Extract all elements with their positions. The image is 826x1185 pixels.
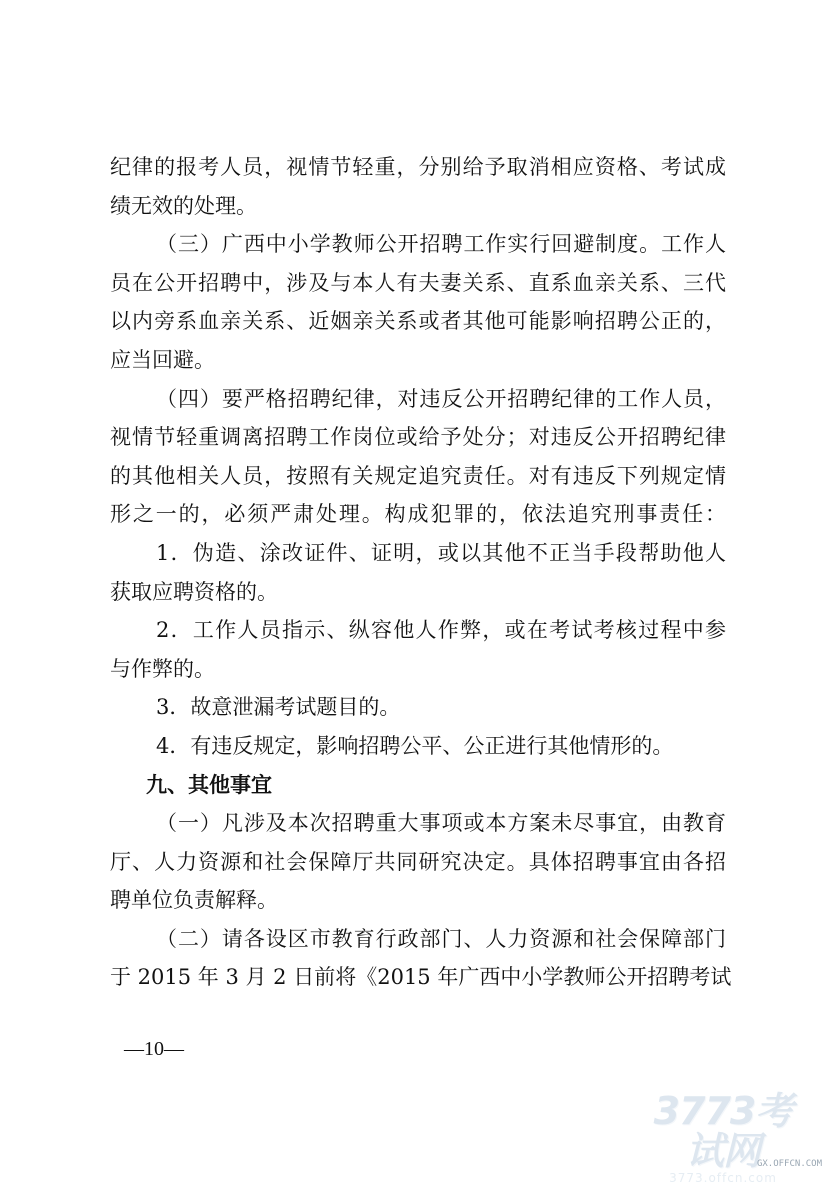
text-line: 视情节轻重调离招聘工作岗位或给予处分；对违反公开招聘纪律 — [110, 425, 726, 450]
text-line: 形之一的，必须严肃处理。构成犯罪的，依法追究刑事责任： — [110, 502, 726, 527]
text-line: 应当回避。 — [110, 347, 215, 372]
watermark-sub-text: 3773.offcn.com — [669, 1171, 777, 1185]
text-line: 绩无效的处理。 — [110, 193, 257, 218]
text-line: 获取应聘资格的。 — [110, 579, 278, 604]
text-line: 厅、人力资源和社会保障厅共同研究决定。具体招聘事宜由各招 — [110, 849, 726, 874]
text-line: 以内旁系血亲关系、近姻亲关系或者其他可能影响招聘公正的， — [110, 309, 726, 334]
text-line: 员在公开招聘中，涉及与本人有夫妻关系、直系血亲关系、三代 — [110, 270, 726, 295]
text-line: 于 2015 年 3 月 2 日前将《2015 年广西中小学教师公开招聘考试 — [110, 965, 732, 990]
text-line: （三）广西中小学教师公开招聘工作实行回避制度。工作人 — [156, 232, 726, 257]
text-line: （四）要严格招聘纪律，对违反公开招聘纪律的工作人员， — [156, 386, 726, 411]
section-heading: 九、其他事宜 — [146, 772, 272, 797]
text-line: 4．有违反规定，影响招聘公平、公正进行其他情形的。 — [156, 733, 674, 758]
text-line: 1．伪造、涂改证件、证明，或以其他不正当手段帮助他人 — [156, 540, 726, 565]
document-body — [110, 148, 732, 997]
watermark-corner-text: GX.OFFCN.COM — [756, 1159, 822, 1169]
page-number: —10— — [124, 1038, 184, 1060]
text-line: （二）请各设区市教育行政部门、人力资源和社会保障部门 — [156, 926, 726, 951]
text-line: （一）凡涉及本次招聘重大事项或本方案未尽事宜，由教育 — [156, 811, 726, 836]
text-line: 2．工作人员指示、纵容他人作弊，或在考试考核过程中参 — [156, 618, 726, 643]
watermark-main-text: 3773考试网 — [653, 1089, 793, 1173]
text-line: 聘单位负责解释。 — [110, 888, 278, 913]
text-line: 纪律的报考人员，视情节轻重，分别给予取消相应资格、考试成 — [110, 155, 726, 179]
text-line: 的其他相关人员，按照有关规定追究责任。对有违反下列规定情 — [110, 463, 726, 488]
text-line: 与作弊的。 — [110, 656, 215, 681]
text-line: 3．故意泄漏考试题目的。 — [156, 695, 401, 720]
